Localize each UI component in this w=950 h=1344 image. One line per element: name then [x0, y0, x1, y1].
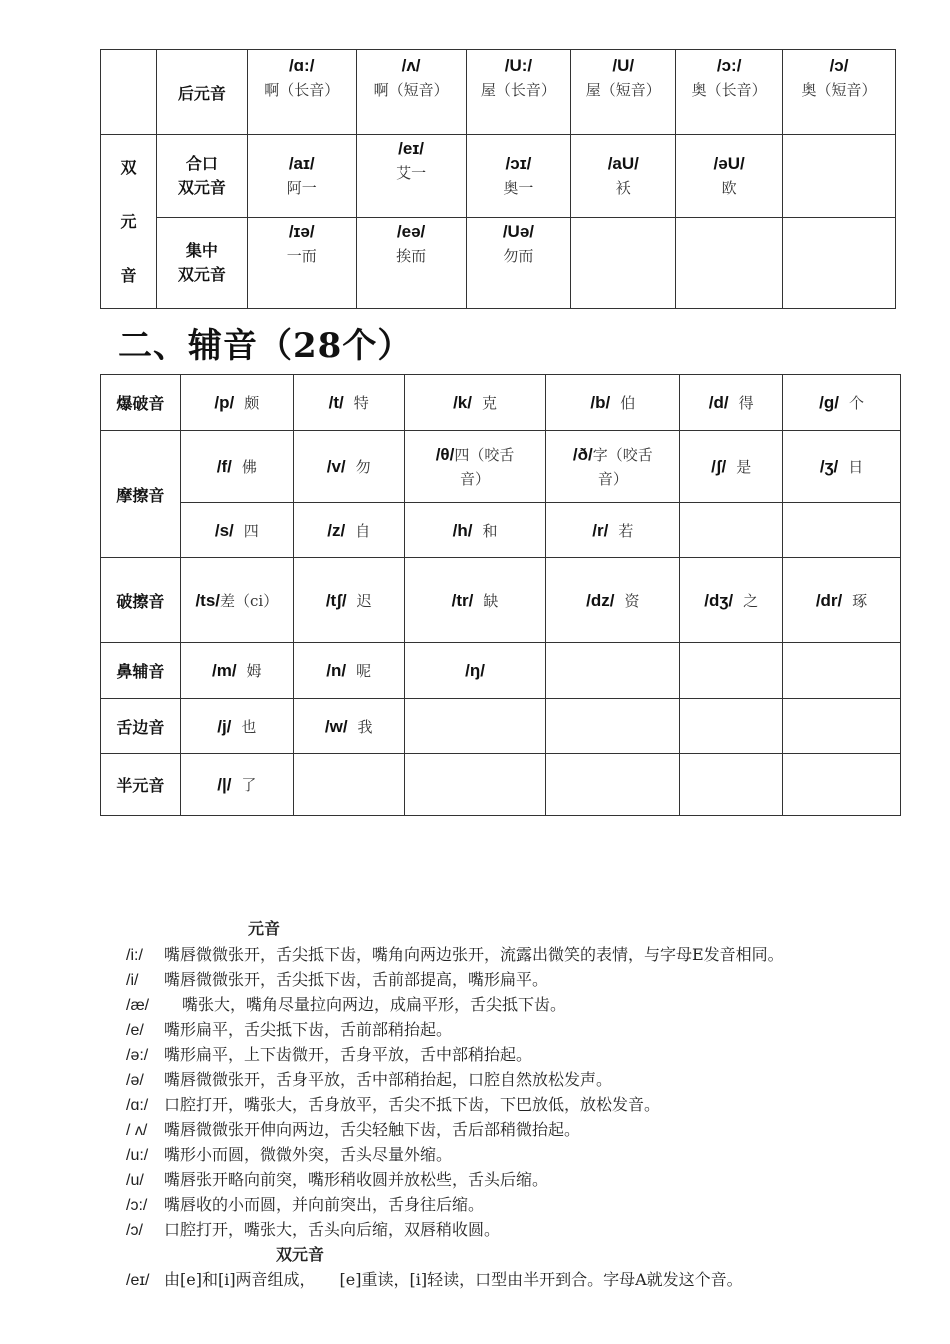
- pronunciation-hint: 啊（短音）: [373, 81, 449, 99]
- vowel-cell: [247, 218, 356, 309]
- consonant-cell: [404, 503, 546, 558]
- vowel-cell: [676, 50, 783, 135]
- ipa-symbol: /ts/: [195, 590, 220, 610]
- note-text: 口腔打开，嘴张大，舌头向后缩，双唇稍收圆。: [164, 1220, 501, 1239]
- pronunciation-hint: 欧: [721, 179, 737, 197]
- consonant-cell: [783, 431, 901, 503]
- plosive-row: [101, 375, 901, 431]
- pronunciation-hint: 阿一: [286, 179, 317, 197]
- note-text: 由[e]和[i]两音组成， [e]重读，[i]轻读，口型由半开到合。字母A就发这个音。: [164, 1270, 743, 1289]
- note-symbol: /eɪ/: [126, 1272, 150, 1289]
- consonant-cell: [404, 643, 546, 699]
- pronunciation-hint: 四（咬舌: [454, 445, 515, 464]
- blank-cell: [101, 50, 157, 135]
- pronunciation-hint: 日: [848, 458, 864, 476]
- fricative-row-2: [101, 503, 901, 558]
- ipa-symbol: /n/: [326, 661, 347, 680]
- row-label-back-vowels: 后元音: [156, 50, 247, 135]
- pronunciation-hint: 一而: [286, 247, 317, 265]
- ipa-symbol: /v/: [326, 457, 346, 476]
- pronunciation-hint: 呢: [356, 662, 372, 680]
- ipa-symbol: /eə/: [396, 222, 426, 241]
- empty-cell: [783, 218, 896, 309]
- centering-diphthong-row: [101, 218, 896, 309]
- row-label-nasals: 鼻辅音: [101, 643, 181, 699]
- pronunciation-hint: 伯: [620, 394, 636, 412]
- nasal-row: [101, 643, 901, 699]
- note-line: [126, 1042, 926, 1067]
- empty-cell: [404, 754, 546, 816]
- ipa-symbol: /j/: [217, 716, 232, 736]
- consonant-cell: [180, 643, 293, 699]
- empty-cell: [680, 754, 783, 816]
- pronunciation-hint-cont: 音）: [460, 469, 491, 488]
- ipa-symbol: /t/: [328, 393, 344, 412]
- vowel-cell: [783, 50, 896, 135]
- note-symbol: /e/: [126, 1022, 144, 1039]
- lateral-row: [101, 699, 901, 754]
- pronunciation-hint: 字（咬舌: [592, 445, 653, 464]
- ipa-symbol: /aɪ/: [288, 154, 315, 173]
- vowel-cell: [676, 135, 783, 218]
- note-text: 嘴形小而圆，微微外突，舌头尽量外缩。: [164, 1145, 453, 1164]
- vowel-cell: [247, 135, 356, 218]
- ipa-symbol: /tʃ/: [325, 590, 347, 610]
- empty-cell: [783, 135, 896, 218]
- pronunciation-hint: 颇: [244, 394, 260, 412]
- ipa-symbol: /dʒ/: [704, 590, 734, 610]
- pronunciation-hint: 奥一: [503, 179, 534, 197]
- empty-cell: [783, 754, 901, 816]
- pronunciation-hint: 佛: [241, 458, 257, 476]
- vowel-cell: [466, 135, 571, 218]
- consonant-cell: [783, 558, 901, 643]
- row-label-semivowels: 半元音: [101, 754, 181, 816]
- note-line: [126, 1117, 926, 1142]
- empty-cell: [676, 218, 783, 309]
- pronunciation-hint: 迟: [356, 591, 372, 610]
- semivowel-row: [101, 754, 901, 816]
- ipa-symbol: /ɔɪ/: [505, 154, 532, 173]
- note-symbol: /ɔ/: [126, 1222, 143, 1239]
- note-line: [126, 1092, 926, 1117]
- vowel-cell: [356, 218, 466, 309]
- ipa-symbol: /f/: [216, 457, 232, 476]
- note-line: [126, 1192, 926, 1217]
- pronunciation-hint: 我: [357, 717, 373, 736]
- note-text: 嘴唇微微张开，舌身平放，舌中部稍抬起，口腔自然放松发声。: [164, 1070, 613, 1089]
- note-symbol: /i/: [126, 972, 139, 989]
- consonant-cell: [293, 643, 404, 699]
- consonant-cell: [404, 558, 546, 643]
- ipa-symbol: /w/: [324, 716, 348, 736]
- ipa-symbol: /r/: [592, 520, 609, 540]
- consonant-cell: [546, 503, 680, 558]
- consonant-cell: [293, 503, 404, 558]
- pronunciation-hint: 艾一: [396, 164, 427, 182]
- row-label-affricates: 破擦音: [101, 558, 181, 643]
- note-symbol: /ə/: [126, 1072, 144, 1089]
- note-line: [126, 1142, 926, 1167]
- note-symbol: /ə:/: [126, 1047, 149, 1064]
- vowel-cell: [356, 50, 466, 135]
- ipa-symbol: /s/: [214, 520, 234, 540]
- note-symbol: /u/: [126, 1172, 144, 1189]
- row-label-plosives: 爆破音: [101, 375, 181, 431]
- note-line: [126, 1017, 926, 1042]
- pronunciation-hint: 勿而: [503, 247, 534, 265]
- consonant-cell: [180, 558, 293, 643]
- row-label-closing-diphthongs: [156, 135, 247, 218]
- empty-cell: [293, 754, 404, 816]
- consonant-cell: [180, 431, 293, 503]
- note-symbol: /i:/: [126, 947, 143, 964]
- consonant-cell: [180, 503, 293, 558]
- pronunciation-hint: 屋（长音）: [480, 81, 556, 99]
- pronunciation-notes: [126, 916, 926, 1292]
- pronunciation-hint: 是: [736, 458, 752, 476]
- ipa-symbol: /b/: [590, 393, 611, 412]
- pronunciation-hint: 得: [738, 394, 754, 412]
- empty-cell: [783, 503, 901, 558]
- note-text: 嘴唇微微张开伸向两边，舌尖轻触下齿，舌后部稍微抬起。: [164, 1120, 581, 1139]
- note-line: [126, 1067, 926, 1092]
- row-label-centering-diphthongs: [156, 218, 247, 309]
- note-line: [126, 992, 926, 1017]
- label-line: 合口: [185, 154, 218, 173]
- ipa-symbol: /ɪə/: [288, 222, 315, 241]
- pronunciation-hint-cont: 音）: [597, 469, 628, 488]
- empty-cell: [680, 643, 783, 699]
- ipa-symbol: /ɔ/: [829, 56, 849, 75]
- note-line: [126, 967, 926, 992]
- ipa-symbol: /tr/: [451, 590, 474, 610]
- affricate-row: [101, 558, 901, 643]
- note-symbol: / ʌ/: [126, 1122, 148, 1139]
- pronunciation-hint: 缺: [483, 591, 499, 610]
- vowel-table: [100, 49, 896, 309]
- back-vowel-row: [101, 50, 896, 135]
- consonant-cell: [546, 558, 680, 643]
- note-text: 嘴张大，嘴角尽量拉向两边，成扁平形，舌尖抵下齿。: [182, 995, 567, 1014]
- consonant-table: [100, 374, 901, 816]
- ipa-symbol: /ɔ:/: [716, 56, 742, 75]
- vowel-cell: [356, 135, 466, 218]
- ipa-symbol: /k/: [453, 393, 472, 412]
- consonant-cell: [404, 431, 546, 503]
- group-char: 双: [120, 157, 137, 177]
- empty-cell: [783, 699, 901, 754]
- vowel-cell: [571, 135, 676, 218]
- vowel-notes-title: 元音: [248, 919, 281, 938]
- pronunciation-hint: 屋（短音）: [585, 81, 661, 99]
- ipa-symbol: /|/: [217, 775, 232, 794]
- ipa-symbol: /dr/: [815, 590, 843, 610]
- label-line: 集中: [185, 241, 218, 260]
- note-text: 嘴唇收的小而圆，并向前突出，舌身往后缩。: [164, 1195, 485, 1214]
- ipa-symbol: /aU/: [607, 154, 639, 173]
- pronunciation-hint: 也: [241, 717, 257, 736]
- row-label-fricatives: 摩擦音: [101, 431, 181, 558]
- ipa-symbol: /U/: [612, 56, 635, 75]
- vowel-cell: [571, 50, 676, 135]
- note-text: 嘴形扁平，上下齿微开，舌身平放，舌中部稍抬起。: [164, 1045, 533, 1064]
- note-line: [126, 1167, 926, 1192]
- diphthong-notes-title: 双元音: [276, 1245, 325, 1264]
- consonant-cell: [546, 431, 680, 503]
- consonant-section-heading: 二、辅音（28个）: [118, 326, 413, 366]
- pronunciation-hint: 特: [353, 394, 369, 412]
- ipa-symbol: /ð/: [572, 444, 593, 464]
- note-text: 嘴形扁平，舌尖抵下齿，舌前部稍抬起。: [164, 1020, 453, 1039]
- pronunciation-hint: 个: [848, 394, 864, 412]
- ipa-symbol: /θ/: [435, 444, 455, 464]
- pronunciation-hint: 挨而: [396, 247, 427, 265]
- note-symbol: /ɑ:/: [126, 1097, 149, 1114]
- consonant-cell: [783, 375, 901, 431]
- ipa-symbol: /əU/: [713, 154, 745, 173]
- empty-cell: [783, 643, 901, 699]
- vowel-cell: [466, 50, 571, 135]
- pronunciation-hint: 勿: [355, 458, 371, 476]
- pronunciation-hint: 资: [624, 591, 640, 610]
- note-text: 口腔打开，嘴张大，舌身放平，舌尖不抵下齿，下巴放低，放松发音。: [164, 1095, 661, 1114]
- pronunciation-hint: 奥（长音）: [691, 81, 767, 99]
- group-char: 元: [120, 211, 137, 231]
- pronunciation-hint: 和: [482, 521, 498, 540]
- note-symbol: /æ/: [126, 997, 150, 1014]
- ipa-symbol: /z/: [327, 520, 346, 540]
- ipa-symbol: /Uə/: [502, 222, 535, 241]
- note-line: [126, 1267, 926, 1292]
- label-line: 双元音: [177, 178, 226, 197]
- ipa-symbol: /ɑ:/: [288, 56, 315, 75]
- label-line: 双元音: [177, 265, 226, 284]
- ipa-symbol: /eɪ/: [398, 139, 424, 158]
- pronunciation-hint: 之: [743, 591, 759, 610]
- note-symbol: /ɔ:/: [126, 1197, 148, 1214]
- note-line: [126, 942, 926, 967]
- note-symbol: /u:/: [126, 1147, 149, 1164]
- consonant-cell: [680, 558, 783, 643]
- empty-cell: [680, 699, 783, 754]
- fricative-row-1: [101, 431, 901, 503]
- pronunciation-hint: 啊（长音）: [264, 81, 340, 99]
- pronunciation-hint: 了: [241, 776, 257, 794]
- consonant-cell: [546, 375, 680, 431]
- consonant-cell: [293, 699, 404, 754]
- ipa-symbol: /dz/: [586, 590, 615, 610]
- pronunciation-hint: 姆: [246, 662, 262, 680]
- pronunciation-hint: 自: [355, 521, 371, 540]
- ipa-symbol: /ŋ/: [465, 660, 485, 680]
- note-text: 嘴唇微微张开，舌尖抵下齿，舌前部提高，嘴形扁平。: [164, 970, 549, 989]
- group-char: 音: [120, 265, 137, 285]
- empty-cell: [546, 643, 680, 699]
- pronunciation-hint: 奥（短音）: [801, 81, 877, 99]
- empty-cell: [404, 699, 546, 754]
- ipa-symbol: /ʌ/: [401, 56, 421, 75]
- pronunciation-hint: 差（ci）: [220, 591, 279, 610]
- ipa-symbol: /h/: [452, 520, 473, 540]
- ipa-symbol: /ʃ/: [711, 457, 727, 476]
- consonant-cell: [180, 699, 293, 754]
- diphthong-group-label: [101, 135, 157, 309]
- empty-cell: [680, 503, 783, 558]
- consonant-cell: [293, 558, 404, 643]
- empty-cell: [546, 699, 680, 754]
- closing-diphthong-row: [101, 135, 896, 218]
- pronunciation-hint: 克: [481, 394, 497, 412]
- consonant-cell: [404, 375, 546, 431]
- consonant-cell: [293, 431, 404, 503]
- empty-cell: [571, 218, 676, 309]
- note-line: [126, 1217, 926, 1242]
- pronunciation-hint: 若: [618, 521, 634, 540]
- pronunciation-hint: 四: [243, 521, 259, 540]
- ipa-symbol: /m/: [212, 661, 237, 680]
- note-text: 嘴唇微微张开，舌尖抵下齿，嘴角向两边张开，流露出微笑的表情，与字母E发音相同。: [164, 945, 784, 964]
- vowel-cell: [466, 218, 571, 309]
- ipa-symbol: /U:/: [504, 56, 533, 75]
- consonant-cell: [180, 375, 293, 431]
- pronunciation-hint: 琢: [852, 591, 868, 610]
- consonant-cell: [293, 375, 404, 431]
- ipa-symbol: /p/: [214, 393, 235, 412]
- ipa-symbol: /g/: [819, 393, 839, 412]
- consonant-cell: [680, 431, 783, 503]
- consonant-cell: [180, 754, 293, 816]
- ipa-symbol: /d/: [708, 393, 729, 412]
- empty-cell: [546, 754, 680, 816]
- row-label-laterals: 舌边音: [101, 699, 181, 754]
- note-text: 嘴唇张开略向前突，嘴形稍收圆并放松些，舌头后缩。: [164, 1170, 549, 1189]
- vowel-cell: [247, 50, 356, 135]
- consonant-cell: [680, 375, 783, 431]
- ipa-symbol: /ʒ/: [819, 457, 839, 476]
- pronunciation-hint: 袄: [615, 179, 631, 197]
